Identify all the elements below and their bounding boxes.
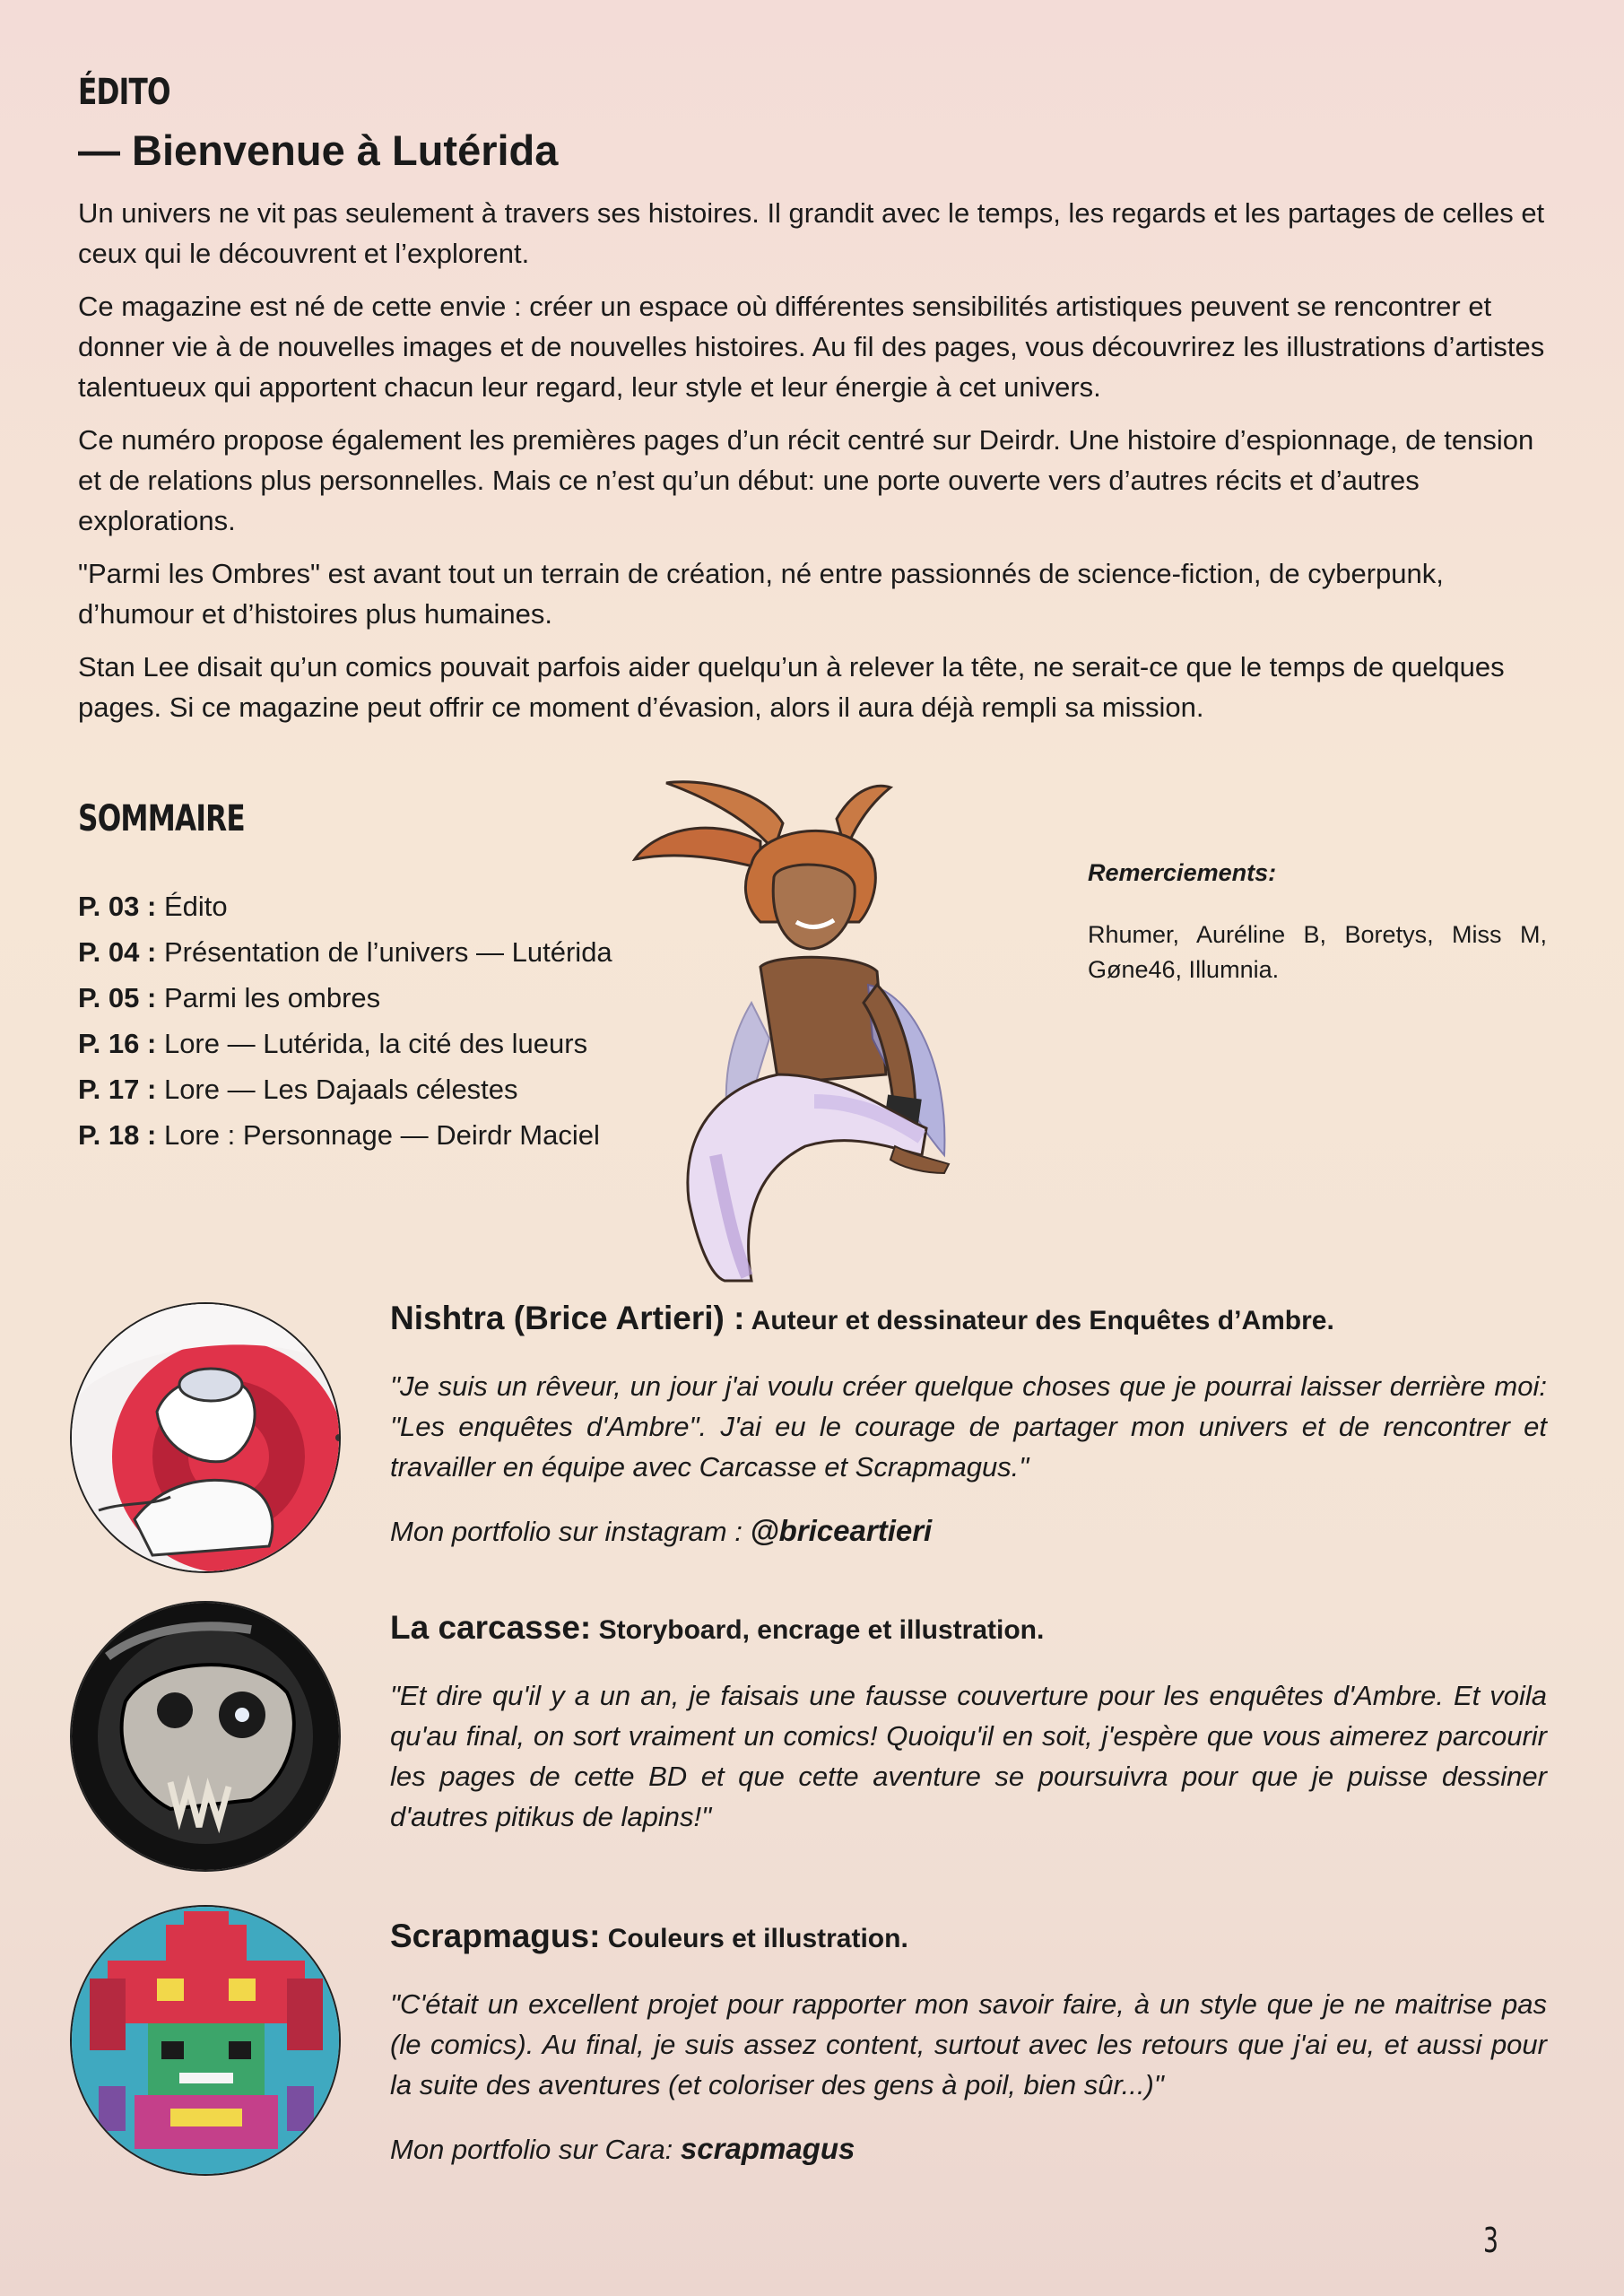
carcasse-avatar-icon xyxy=(72,1603,339,1870)
toc-item[interactable] xyxy=(78,1112,688,1158)
toc-page: P. 17 : xyxy=(78,1074,157,1105)
scrapmagus-avatar-icon xyxy=(72,1907,339,2174)
character-illustration-icon xyxy=(626,778,1029,1285)
toc-page: P. 05 : xyxy=(78,982,157,1013)
credit-name: Scrapmagus: xyxy=(390,1918,601,1954)
toc-title: Parmi les ombres xyxy=(163,982,381,1013)
sommaire-heading: SOMMAIRE xyxy=(78,798,245,839)
edito-subtitle: — Bienvenue à Lutérida xyxy=(78,126,559,174)
credit-role: Auteur et dessinateur des Enquêtes d’Ambre. xyxy=(744,1306,1334,1335)
edito-paragraph: Ce magazine est né de cette envie : créer un espace où différentes sensibilités artistiques peuvent se rencontrer et donner vie à de nouvelles images et de nouvelles histoires. Au fil des pages, vous découvrirez les illustrations d’artistes talentueux qui apportent chacun leur regard, leur style et leur énergie à cet univers. xyxy=(78,291,1545,403)
credit-role: Couleurs et illustration. xyxy=(600,1924,908,1953)
toc-title: Lore — Les Dajaals célestes xyxy=(163,1074,518,1105)
credit-name: Nishtra (Brice Artieri) : xyxy=(390,1300,745,1336)
toc-page: P. 16 : xyxy=(78,1028,157,1059)
thanks-block xyxy=(1088,859,1547,987)
edito-paragraph: Un univers ne vit pas seulement à travers ses histoires. Il grandit avec le temps, les regards et les partages de celles et ceux qui le découvrent et l’explorent. xyxy=(78,197,1545,269)
thanks-body: Rhumer, Auréline B, Boretys, Miss M, Gøne46, Illumnia. xyxy=(1088,921,1547,983)
toc-item[interactable] xyxy=(78,975,688,1021)
portfolio-label: Mon portfolio sur Cara: xyxy=(390,2134,681,2165)
credit-name: La carcasse: xyxy=(390,1609,592,1646)
edito-body xyxy=(78,193,1549,740)
edito-paragraph: Stan Lee disait qu’un comics pouvait parfois aider quelqu’un à relever la tête, ne serait-ce que le temps de quelques pages. Si ce magazine peut offrir ce moment d’évasion, alors il aura déjà rempli sa mission. xyxy=(78,651,1505,723)
credit-quote: "Et dire qu'il y a un an, je faisais une fausse couverture pour les enquêtes d'Ambre. Et voila qu'au final, on sort vraiment un comics! Quoiqu'il en soit, j'espère que vous aimerez parcourir les pages de cette BD et que cette aventure se poursuivra pour que je puisse dessiner d'autres pitikus de lapins!" xyxy=(390,1680,1547,1832)
toc-title: Lore : Personnage — Deirdr Maciel xyxy=(163,1119,600,1151)
edito-paragraph: Ce numéro propose également les premières pages d’un récit centré sur Deirdr. Une histoire d’espionnage, de tension et de relations plus personnelles. Mais ce n’est qu’un début: une porte ouverte vers d’autres récits et d’autres explorations. xyxy=(78,424,1534,536)
credit-quote: "Je suis un rêveur, un jour j'ai voulu créer quelque choses que je pourrai laisser derrière moi: "Les enquêtes d'Ambre". J'ai eu le courage de partager mon univers et de rencontrer et travailler en équipe avec Carcasse et Scrapmagus." xyxy=(390,1370,1547,1483)
portfolio-handle-link[interactable]: scrapmagus xyxy=(680,2132,855,2165)
toc-item[interactable] xyxy=(78,1066,688,1112)
credit-carcasse xyxy=(390,1608,1547,1837)
page-number: 3 xyxy=(1483,2221,1498,2260)
toc-item[interactable] xyxy=(78,929,688,975)
thanks-title: Remerciements: xyxy=(1088,859,1277,886)
toc-title: Présentation de l’univers — Lutérida xyxy=(163,936,612,968)
toc-title: Lore — Lutérida, la cité des lueurs xyxy=(163,1028,588,1059)
credit-quote: "C'était un excellent projet pour rapporter mon savoir faire, à un style que je ne maitrise pas (le comics). Au final, je suis assez content, surtout avec les retours que j'ai eu, et aussi pour la suite des aventures (et coloriser des gens à poil, bien sûr...)" xyxy=(390,1988,1547,2100)
toc-title: Édito xyxy=(163,891,228,922)
portfolio-label: Mon portfolio sur instagram : xyxy=(390,1516,751,1547)
portfolio-handle-link[interactable]: @briceartieri xyxy=(750,1514,933,1547)
toc-item[interactable] xyxy=(78,1021,688,1066)
toc-page: P. 18 : xyxy=(78,1119,157,1151)
nishtra-avatar-icon xyxy=(72,1304,339,1571)
toc-page: P. 03 : xyxy=(78,891,157,922)
credit-role: Storyboard, encrage et illustration. xyxy=(591,1615,1045,1645)
table-of-contents xyxy=(78,883,688,1158)
credit-nishtra xyxy=(390,1299,1547,1552)
edito-heading: ÉDITO xyxy=(78,72,170,113)
toc-page: P. 04 : xyxy=(78,936,157,968)
credit-scrapmagus xyxy=(390,1917,1547,2170)
edito-paragraph: "Parmi les Ombres" est avant tout un terrain de création, né entre passionnés de science-fiction, de cyberpunk, d’humour et d’histoires plus humaines. xyxy=(78,558,1444,630)
toc-item[interactable] xyxy=(78,883,688,929)
